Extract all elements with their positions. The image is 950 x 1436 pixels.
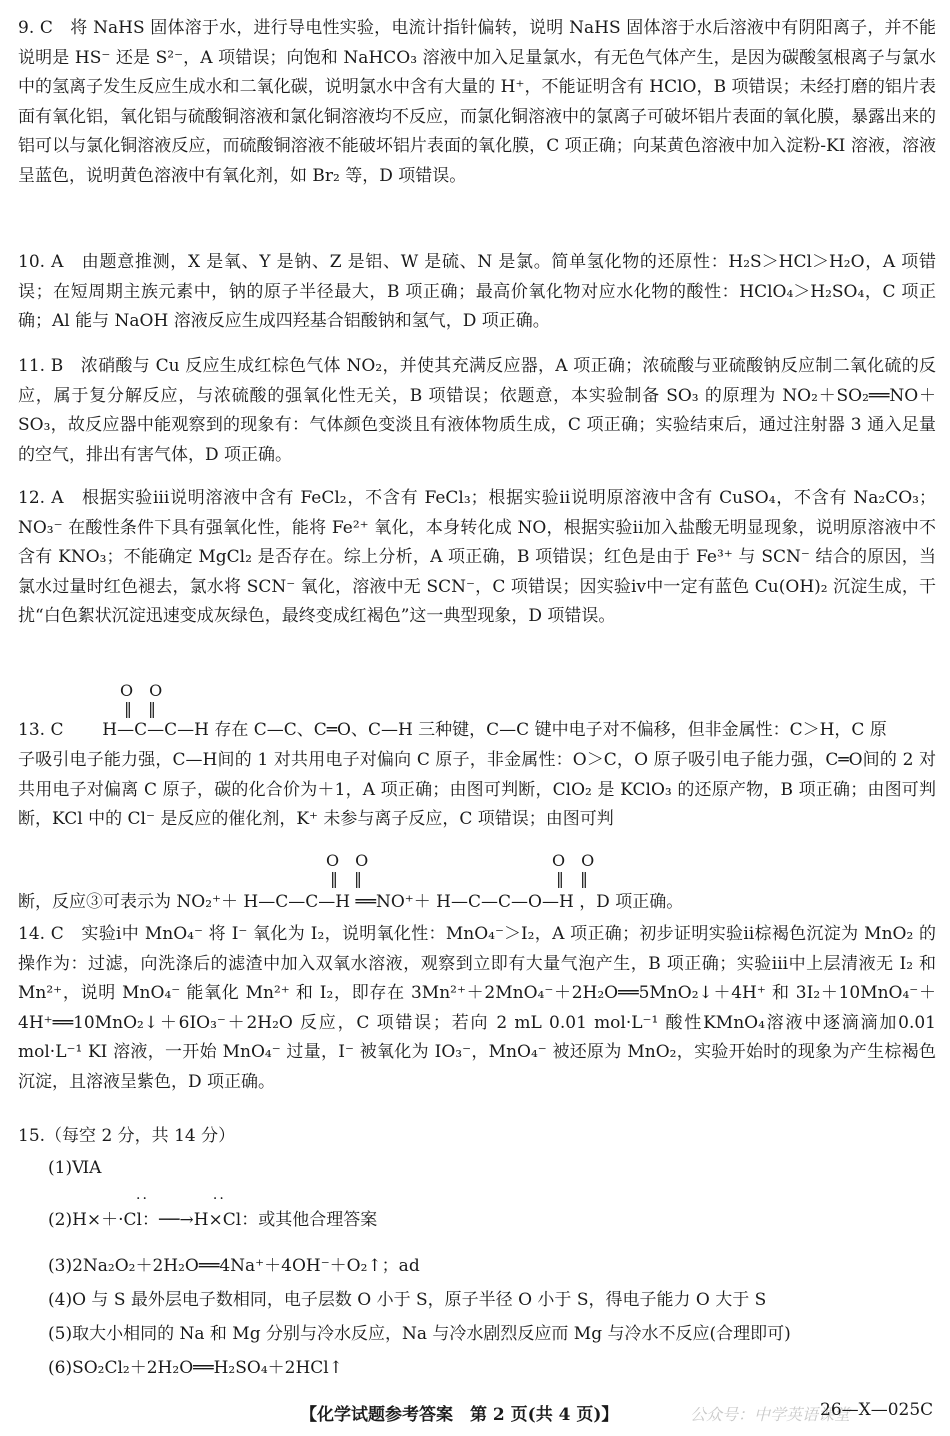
q13-struct-double-bonds: ‖ ‖ (124, 699, 157, 718)
answer-15-4: (4)O 与 S 最外层电子数相同，电子层数 O 小于 S，原子半径 O 小于 S，得电子能力 O 大于 S (48, 1290, 767, 1310)
eq-reactant-oxygens: O O (326, 851, 369, 870)
answer-15-3: (3)2Na₂O₂＋2H₂O══4Na⁺＋4OH⁻＋O₂↑；ad (48, 1256, 420, 1276)
page-footer (0, 1400, 950, 1430)
answer-15-5: (5)取大小相同的 Na 和 Mg 分别与冷水反应，Na 与冷水剧烈反应而 Mg 与冷水不反应(合理即可) (48, 1324, 791, 1344)
eq-product-oxygens: O O (552, 851, 595, 870)
answer-14: 14. C 实验ⅰ中 MnO₄⁻ 将 I⁻ 氧化为 I₂，说明氧化性：MnO₄⁻＞I₂，A 项正确；初步证明实验ⅱ棕褐色沉淀为 MnO₂ 的操作为：过滤，向洗涤后的滤渣中加入双氧水溶液，观察到立即有大量气泡产生，B 项正确；实验ⅲ中上层清液无 I₂ 和 Mn²⁺，说明 MnO₄⁻ 能氧化 Mn²⁺ 和 I₂，即存在 3Mn²⁺＋2MnO₄⁻＋2H₂O══5MnO₂↓＋4H⁺ 和 3I₂＋10MnO₄⁻＋4H⁺══10MnO₂↓＋6IO₃⁻＋2H₂O 反应，C 项错误；若向 2 mL 0.01 mol·L⁻¹ 酸性KMnO₄溶液中逐滴滴加0.01 mol·L⁻¹ KI 溶液，一开始 MnO₄⁻ 过量，I⁻ 被氧化为 IO₃⁻，MnO₄⁻ 被还原为 MnO₂，实验开始时的现象为产生棕褐色沉淀，且溶液呈紫色，D 项正确。 (18, 924, 936, 1092)
eq-reactant-double-bonds: ‖ ‖ (330, 869, 363, 888)
answer-12: 12. A 根据实验ⅲ说明溶液中含有 FeCl₂，不含有 FeCl₃；根据实验ⅱ说明原溶液中含有 CuSO₄，不含有 Na₂CO₃；NO₃⁻ 在酸性条件下具有强氧化性，能将 Fe²⁺ 氧化，本身转化成 NO，根据实验ⅱ加入盐酸无明显现象，说明原溶液中不含有 KNO₃；不能确定 MgCl₂ 是否存在。综上分析，A 项正确，B 项错误；红色是由于 Fe³⁺ 与 SCN⁻ 结合的原因，当氯水过量时红色褪去，氯水将 SCN⁻ 氧化，溶液中无 SCN⁻，C 项错误；因实验ⅳ中一定有蓝色 Cu(OH)₂ 沉淀生成，干扰“白色絮状沉淀迅速变成灰绿色，最终变成红褐色”这一典型现象，D 项错误。 (18, 488, 936, 626)
eq-suffix: ，D 项正确。 (579, 892, 684, 912)
answer-15-2: (2)H×＋·Cl：──→H×Cl：或其他合理答案 (48, 1210, 378, 1230)
answer-13-equation (18, 888, 683, 916)
footer-title: 【化学试题参考答案 第 2 页(共 4 页)】 (300, 1405, 619, 1425)
q13-struct-oxygens: O O (120, 681, 163, 700)
eq-reactant: H—C—C—H (243, 892, 351, 912)
watermark: 公众号：中学英语课堂 (690, 1405, 851, 1424)
answer-11: 11. B 浓硝酸与 Cu 反应生成红棕色气体 NO₂，并使其充满反应器，A 项正确；浓硫酸与亚硫酸钠反应制二氧化硫的反应，属于复分解反应，与浓硫酸的强氧化性无关，B 项错误；依题意，本实验制备 SO₃ 的原理为 NO₂＋SO₂══NO＋SO₃，故反应器中能观察到的现象有：气体颜色变淡且有液体物质生成，C 项正确；实验结束后，通过注射器 3 通入足量的空气，排出有害气体，D 项正确。 (18, 356, 936, 465)
answer-13-body: 子吸引电子能力强，C—H间的 1 对共用电子对偏向 C 原子，非金属性：O＞C，O 原子吸引电子能力强，C═O间的 2 对共用电子对偏离 C 原子，碳的化合价为＋1，A 项正确；由图可判断，ClO₂ 是 KClO₃ 的还原产物，B 项正确；由图可判断，KCl 中的 Cl⁻ 是反应的催化剂，K⁺ 未参与离子反应，C 项错误；由图可判 (18, 750, 936, 829)
answer-9: 9. C 将 NaHS 固体溶于水，进行导电性实验，电流计指针偏转，说明 NaHS 固体溶于水后溶液中有阴阳离子，并不能说明是 HS⁻ 还是 S²⁻，A 项错误；向饱和 NaHCO₃ 溶液中加入足量氯水，有无色气体产生，是因为碳酸氢根离子与氯水中的氢离子发生反应生成水和二氧化碳，说明氯水中含有大量的 H⁺，不能证明含有 HClO，B 项错误；未经打磨的铝片表面有氧化铝，氧化铝与硫酸铜溶液和氯化铜溶液均不反应，而氯化铜溶液中的氯离子可破坏铝片表面的氧化膜，暴露出来的铝可以与氯化铜溶液反应，而硫酸铜溶液不能破坏铝片表面的氧化膜，C 项正确；向某黄色溶液中加入淀粉-KI 溶液，溶液呈蓝色，说明黄色溶液中有氧化剂，如 Br₂ 等，D 项错误。 (18, 18, 936, 186)
lewis-dots: ·· ·· (136, 1191, 226, 1207)
glyoxal-formula: H—C—C—H (102, 720, 209, 740)
answer-10: 10. A 由题意推测，X 是氧、Y 是钠、Z 是铝、W 是硫、N 是氯。简单氢化物的还原性：H₂S＞HCl＞H₂O，A 项错误；在短周期主族元素中，钠的原子半径最大，B 项正确；最高价氧化物对应水化物的酸性：HClO₄＞H₂SO₄，C 项正确；Al 能与 NaOH 溶液反应生成四羟基合铝酸钠和氢气，D 项正确。 (18, 252, 936, 331)
eq-product-double-bonds: ‖ ‖ (556, 869, 589, 888)
eq-mid: ══NO⁺＋ (355, 892, 431, 912)
answer-13-line1 (18, 716, 887, 744)
eq-prefix: 断，反应③可表示为 NO₂⁺＋ (18, 892, 239, 912)
answer-13-label: 13. C (18, 720, 64, 740)
answer-15-1: (1)ⅥA (48, 1158, 102, 1178)
answer-13-line1-rest: 存在 C—C、C═O、C—H 三种键，C—C 键中电子对不偏移，但非金属性：C＞H，C 原 (214, 720, 887, 740)
paper-code: 26—X—025C (820, 1400, 934, 1420)
eq-product: H—C—C—O—H (436, 892, 574, 912)
answer-15-head: 15.（每空 2 分，共 14 分） (18, 1126, 236, 1146)
answer-15-6: (6)SO₂Cl₂＋2H₂O══H₂SO₄＋2HCl↑ (48, 1358, 343, 1378)
